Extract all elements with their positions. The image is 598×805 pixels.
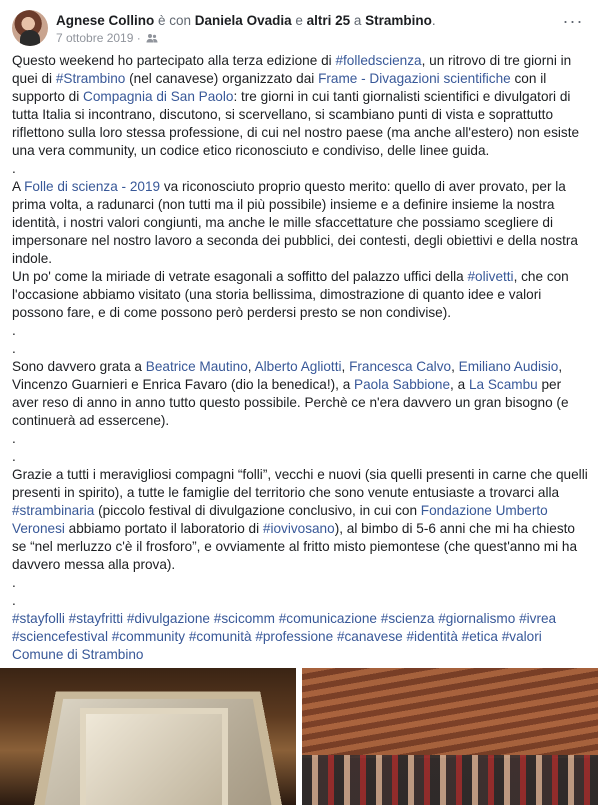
text-link[interactable]: #professione xyxy=(255,629,334,644)
text-link[interactable]: Alberto Agliotti xyxy=(254,359,342,374)
ceiling-window-inner xyxy=(80,708,228,805)
photo-auditorium-group[interactable] xyxy=(302,668,598,805)
text-link[interactable]: #comunicazione xyxy=(278,611,377,626)
with-word: è con xyxy=(154,13,195,28)
spacer-dot: . xyxy=(12,593,16,608)
text-link[interactable]: #olivetti xyxy=(467,269,514,284)
paragraph-1 xyxy=(12,52,588,160)
header-period: . xyxy=(431,13,436,28)
meta-separator: · xyxy=(133,31,145,45)
spacer-dot: . xyxy=(12,161,16,176)
text-link[interactable]: #giornalismo xyxy=(438,611,516,626)
text-segment: (nel canavese) organizzato dai xyxy=(125,71,319,86)
others-tagged[interactable]: altri 25 xyxy=(306,13,351,28)
and-word: e xyxy=(291,13,307,28)
post-header-line xyxy=(56,12,436,29)
text-link[interactable]: #scicomm xyxy=(213,611,275,626)
text-segment: Grazie a tutti i meravigliosi compagni “folli”, vecchi e nuovi (sia quelli presenti in carne che quelli presenti in spirito), a tutte le famiglie del territorio che sono venute entusiaste a trovarci alla xyxy=(12,467,588,500)
text-segment: Sono davvero grata a xyxy=(12,359,146,374)
text-segment: , che con l'occasione abbiamo visitato (una storia bellissima, dimostrazione di quanto idee e valori possono fare, e di come possono però perdersi presto se non condivise). xyxy=(12,269,569,320)
text-segment: abbiamo portato il laboratorio di xyxy=(64,521,263,536)
text-segment: A xyxy=(12,179,25,194)
post-meta xyxy=(56,31,158,46)
text-link[interactable]: #sciencefestival xyxy=(12,629,108,644)
spacer-dot: . xyxy=(12,431,16,446)
text-segment: ), al bimbo di 5-6 anni che mi ha chiesto se “nel merluzzo c'è il frosforo”, e ovviamente al fritto misto piemontese (che quest'anno mi ha davvero messa alla prova). xyxy=(12,521,578,572)
text-segment: va riconosciuto proprio questo merito: quello di aver provato, per la prima volta, a radunarci (non tutti ma il più possibile) insieme e a definire insieme la nostra identità, i nostri valori congiunti, ma anche le mille sfaccettature che possiamo scegliere di impersonare nel nostro lavoro a seconda dei pubblici, dei contesti, degli obiettivi e della nostra indole. xyxy=(12,179,578,266)
group-of-people xyxy=(302,755,598,805)
text-link[interactable]: #stayfolli xyxy=(12,611,65,626)
text-segment: : tre giorni in cui tanti giornalisti scientifici e divulgatori di tutta Italia si incontrano, discutono, si scervellano, si scambiano punti di vista e soprattutto riflettono sulla loro stessa professione, di cui nel nostro paese (ma anche all'estero) non esiste una vera community, un codice etico riconosciuto e condiviso, delle linee guida. xyxy=(12,89,580,158)
spacer-dot: . xyxy=(12,575,16,590)
tagged-person[interactable]: Daniela Ovadia xyxy=(194,13,292,28)
text-link[interactable]: Compagnia di San Paolo xyxy=(83,89,234,104)
author-name[interactable]: Agnese Collino xyxy=(56,13,155,28)
text-link[interactable]: #community xyxy=(111,629,186,644)
paragraph-2 xyxy=(12,178,588,268)
text-segment: Questo weekend ho partecipato alla terza edizione di xyxy=(12,53,336,68)
spacer-dot: . xyxy=(12,323,16,338)
text-segment: , Vincenzo Guarnieri e Enrica Favaro (dio la benedica!), a xyxy=(12,359,563,392)
more-options-icon[interactable]: ··· xyxy=(562,11,584,31)
text-link[interactable]: #comunità xyxy=(188,629,252,644)
spacer-dot: . xyxy=(12,449,16,464)
text-link[interactable]: Francesca Calvo xyxy=(349,359,452,374)
text-segment: , xyxy=(341,359,350,374)
text-link[interactable]: Paola Sabbione xyxy=(354,377,451,392)
hashtag-list xyxy=(12,610,588,664)
paragraph-5 xyxy=(12,466,588,574)
text-link[interactable]: Folle di scienza - 2019 xyxy=(24,179,161,194)
text-link[interactable]: #Strambino xyxy=(55,71,126,86)
text-link[interactable]: Comune di Strambino xyxy=(12,647,144,662)
text-segment: , xyxy=(247,359,255,374)
paragraph-3 xyxy=(12,268,588,322)
text-link[interactable]: Fondazione Umberto Veronesi xyxy=(12,503,548,536)
text-segment: , xyxy=(451,359,459,374)
auditorium-seats xyxy=(302,668,598,758)
text-link[interactable]: #scienza xyxy=(380,611,435,626)
post-header xyxy=(12,10,586,50)
post-text xyxy=(12,52,588,664)
text-segment: per aver reso di anno in anno tutto questo possibile. Perchè ce n'era davvero un gran bisogno (e continuerà ad essercene). xyxy=(12,377,569,428)
text-segment: , un ritrovo di tre giorni in quei di xyxy=(12,53,572,86)
spacer-dot: . xyxy=(12,341,16,356)
paragraph-4 xyxy=(12,358,588,430)
text-link[interactable]: #valori xyxy=(501,629,542,644)
text-link[interactable]: #iovivosano xyxy=(262,521,335,536)
text-link[interactable]: #strambinaria xyxy=(12,503,95,518)
text-link[interactable]: #canavese xyxy=(336,629,403,644)
place-name[interactable]: Strambino xyxy=(365,13,432,28)
text-link[interactable]: Beatrice Mautino xyxy=(145,359,248,374)
text-link[interactable]: #identità xyxy=(406,629,458,644)
friends-icon[interactable] xyxy=(146,32,158,42)
photo-grid xyxy=(0,668,598,805)
text-link[interactable]: #stayfritti xyxy=(68,611,124,626)
text-link[interactable]: #divulgazione xyxy=(126,611,210,626)
post-date[interactable]: 7 ottobre 2019 xyxy=(56,31,134,45)
text-link[interactable]: Emiliano Audisio xyxy=(458,359,559,374)
text-segment: , a xyxy=(450,377,469,392)
text-segment: (piccolo festival di divulgazione conclusivo, in cui con xyxy=(94,503,421,518)
text-segment: Un po' come la miriade di vetrate esagonali a soffitto del palazzo uffici della xyxy=(12,269,468,284)
text-link[interactable]: #ivrea xyxy=(519,611,557,626)
text-link[interactable]: La Scambu xyxy=(468,377,538,392)
text-link[interactable]: #etica xyxy=(461,629,498,644)
author-avatar[interactable] xyxy=(12,10,48,46)
text-link[interactable]: Frame - Divagazioni scientifiche xyxy=(318,71,511,86)
text-link[interactable]: #folledscienza xyxy=(335,53,422,68)
text-segment: con il supporto di xyxy=(12,71,547,104)
at-word: a xyxy=(350,13,366,28)
photo-olivetti-ceiling[interactable] xyxy=(0,668,296,805)
